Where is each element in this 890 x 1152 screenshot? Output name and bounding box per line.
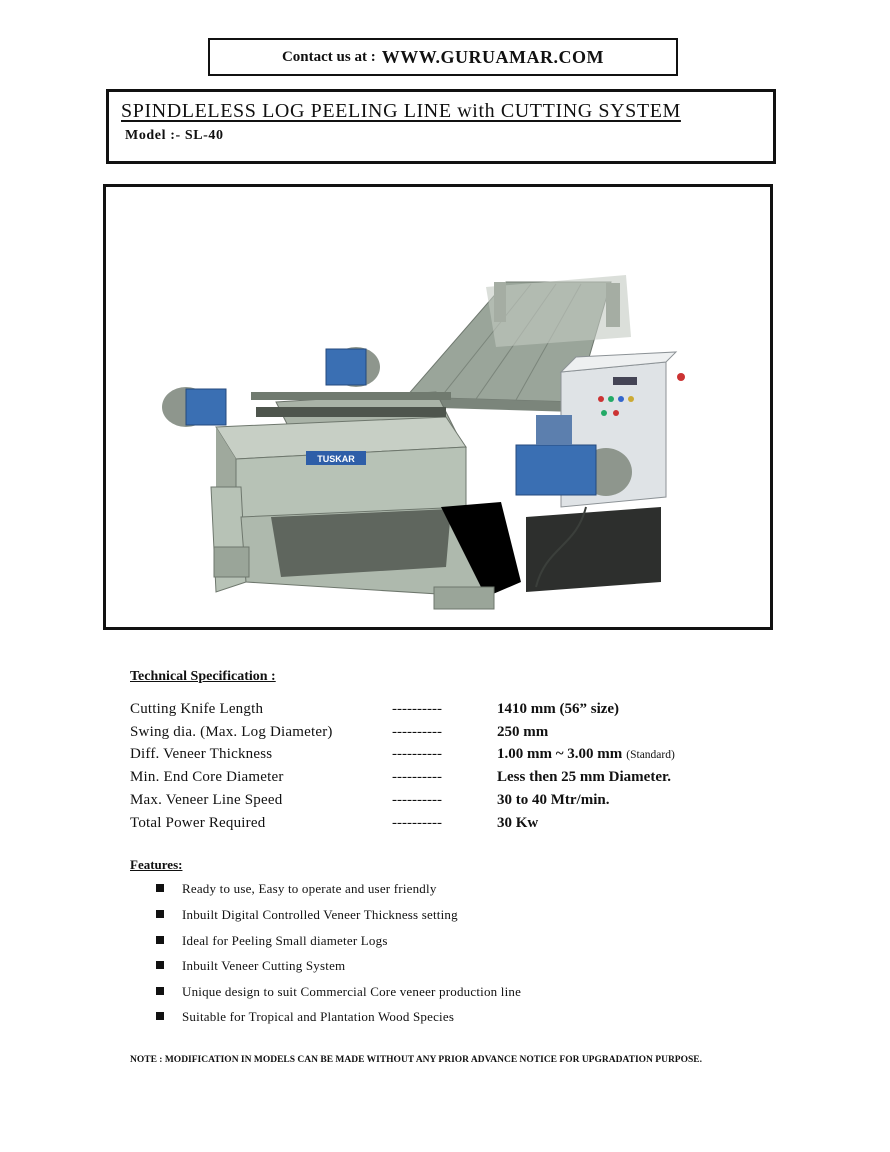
features-heading: Features:: [130, 857, 183, 872]
contact-box: [208, 38, 678, 76]
spec-separator: ----------: [392, 769, 442, 785]
spec-separator: ----------: [392, 815, 442, 831]
spec-label: Cutting Knife Length: [130, 701, 264, 717]
spec-row: [130, 815, 770, 835]
spec-value: 30 Kw: [497, 815, 539, 831]
bullet-icon: [156, 936, 164, 944]
feature-item: [156, 958, 345, 974]
spec-row: [130, 724, 770, 744]
bullet-icon: [156, 884, 164, 892]
tech-spec-heading: Technical Specification :: [130, 669, 276, 684]
modification-note: NOTE : MODIFICATION IN MODELS CAN BE MADE WITHOUT ANY PRIOR ADVANCE NOTICE FOR UPGRADATION PURPOSE.: [130, 1055, 702, 1065]
spec-row: [130, 746, 770, 766]
spec-separator: ----------: [392, 746, 442, 762]
spec-separator: ----------: [392, 792, 442, 808]
feature-item: [156, 907, 458, 923]
machine-photo: [103, 184, 773, 630]
feature-item: [156, 933, 388, 949]
bullet-icon: [156, 987, 164, 995]
website-link[interactable]: WWW.GURUAMAR.COM: [381, 46, 605, 67]
feature-text: Unique design to suit Commercial Core veneer production line: [182, 984, 522, 999]
spec-row: [130, 792, 770, 812]
contact-label: Contact us at :: [281, 48, 376, 65]
spec-label: Swing dia. (Max. Log Diameter): [130, 724, 333, 740]
svg-text:TUSKAR: TUSKAR: [317, 454, 355, 464]
feature-text: Inbuilt Digital Controlled Veneer Thickness setting: [182, 907, 458, 922]
page-title: SPINDLELESS LOG PEELING LINE with CUTTING SYSTEM: [121, 100, 681, 122]
spec-label: Min. End Core Diameter: [130, 769, 284, 785]
spec-note: (Standard): [626, 749, 675, 761]
feature-text: Ready to use, Easy to operate and user friendly: [182, 881, 437, 896]
spec-value: 1410 mm (56” size): [497, 701, 620, 717]
spec-separator: ----------: [392, 724, 442, 740]
model-number: Model :- SL-40: [125, 128, 224, 143]
feature-item: [156, 984, 521, 1000]
feature-item: [156, 881, 437, 897]
title-box: [106, 89, 776, 164]
spec-value: 250 mm: [497, 724, 549, 740]
spec-label: Max. Veneer Line Speed: [130, 792, 283, 808]
feature-text: Inbuilt Veneer Cutting System: [182, 958, 346, 973]
spec-label: Total Power Required: [130, 815, 266, 831]
bullet-icon: [156, 910, 164, 918]
spec-value: Less then 25 mm Diameter.: [497, 769, 672, 785]
bullet-icon: [156, 1012, 164, 1020]
bullet-icon: [156, 961, 164, 969]
feature-text: Ideal for Peeling Small diameter Logs: [182, 933, 388, 948]
spec-label: Diff. Veneer Thickness: [130, 746, 273, 762]
feature-text: Suitable for Tropical and Plantation Wood Species: [182, 1009, 455, 1024]
machine-illustration: [106, 187, 770, 627]
spec-value: 30 to 40 Mtr/min.: [497, 792, 610, 808]
spec-row: [130, 701, 770, 721]
spec-value: 1.00 mm ~ 3.00 mm (Standard): [497, 746, 675, 762]
feature-item: [156, 1009, 454, 1025]
spec-separator: ----------: [392, 701, 442, 717]
spec-row: [130, 769, 770, 789]
